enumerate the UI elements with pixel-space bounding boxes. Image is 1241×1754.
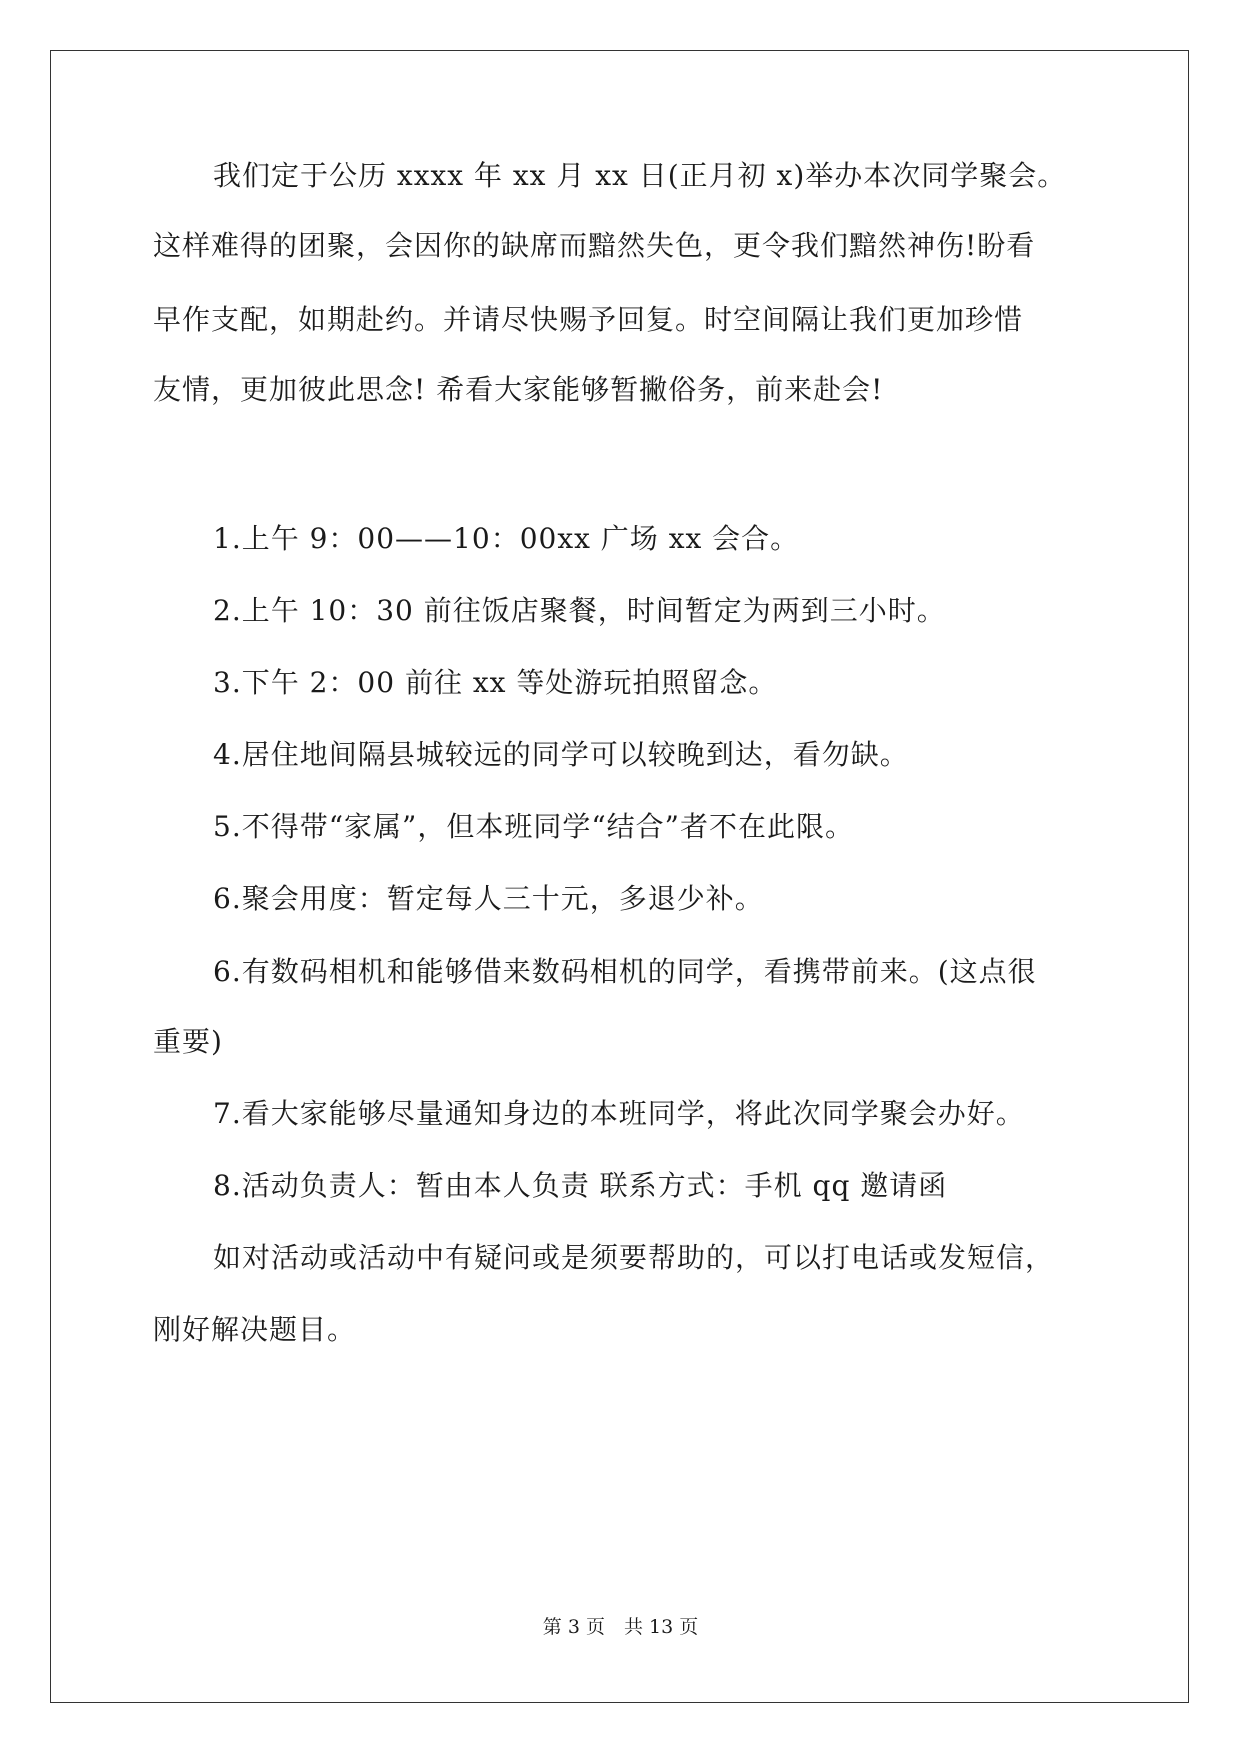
page-border xyxy=(50,50,1189,1703)
list-item: 8.活动负责人：暂由本人负责 联系方式：手机 qq 邀请函 xyxy=(213,1169,948,1202)
paragraph-line: 这样难得的团聚，会因你的缺席而黯然失色，更令我们黯然神伤!盼看 xyxy=(153,229,1036,262)
paragraph-line: 早作支配，如期赴约。并请尽快赐予回复。时空间隔让我们更加珍惜 xyxy=(153,303,1024,336)
list-item: 6.聚会用度：暂定每人三十元，多退少补。 xyxy=(213,882,764,915)
paragraph-line: 友情，更加彼此思念! 希看大家能够暂撇俗务，前来赴会! xyxy=(153,373,884,406)
paragraph-line: 刚好解决题目。 xyxy=(153,1313,357,1346)
list-item: 5.不得带“家属”，但本班同学“结合”者不在此限。 xyxy=(213,810,854,843)
paragraph-line: 我们定于公历 xxxx 年 xx 月 xx 日(正月初 x)举办本次同学聚会。 xyxy=(213,159,1067,192)
page-number-footer: 第 3 页 共 13 页 xyxy=(542,1616,699,1638)
list-item: 7.看大家能够尽量通知身边的本班同学，将此次同学聚会办好。 xyxy=(213,1097,1025,1130)
list-item: 4.居住地间隔县城较远的同学可以较晚到达，看勿缺。 xyxy=(213,738,909,771)
list-item: 6.有数码相机和能够借来数码相机的同学，看携带前来。(这点很 xyxy=(213,955,1037,988)
list-item-continuation: 重要) xyxy=(153,1025,223,1058)
list-item: 3.下午 2：00 前往 xx 等处游玩拍照留念。 xyxy=(213,666,778,699)
list-item: 1.上午 9：00——10：00xx 广场 xx 会合。 xyxy=(213,522,800,555)
paragraph-line: 如对活动或活动中有疑问或是须要帮助的，可以打电话或发短信， xyxy=(213,1241,1055,1274)
list-item: 2.上午 10：30 前往饭店聚餐，时间暂定为两到三小时。 xyxy=(213,594,946,627)
